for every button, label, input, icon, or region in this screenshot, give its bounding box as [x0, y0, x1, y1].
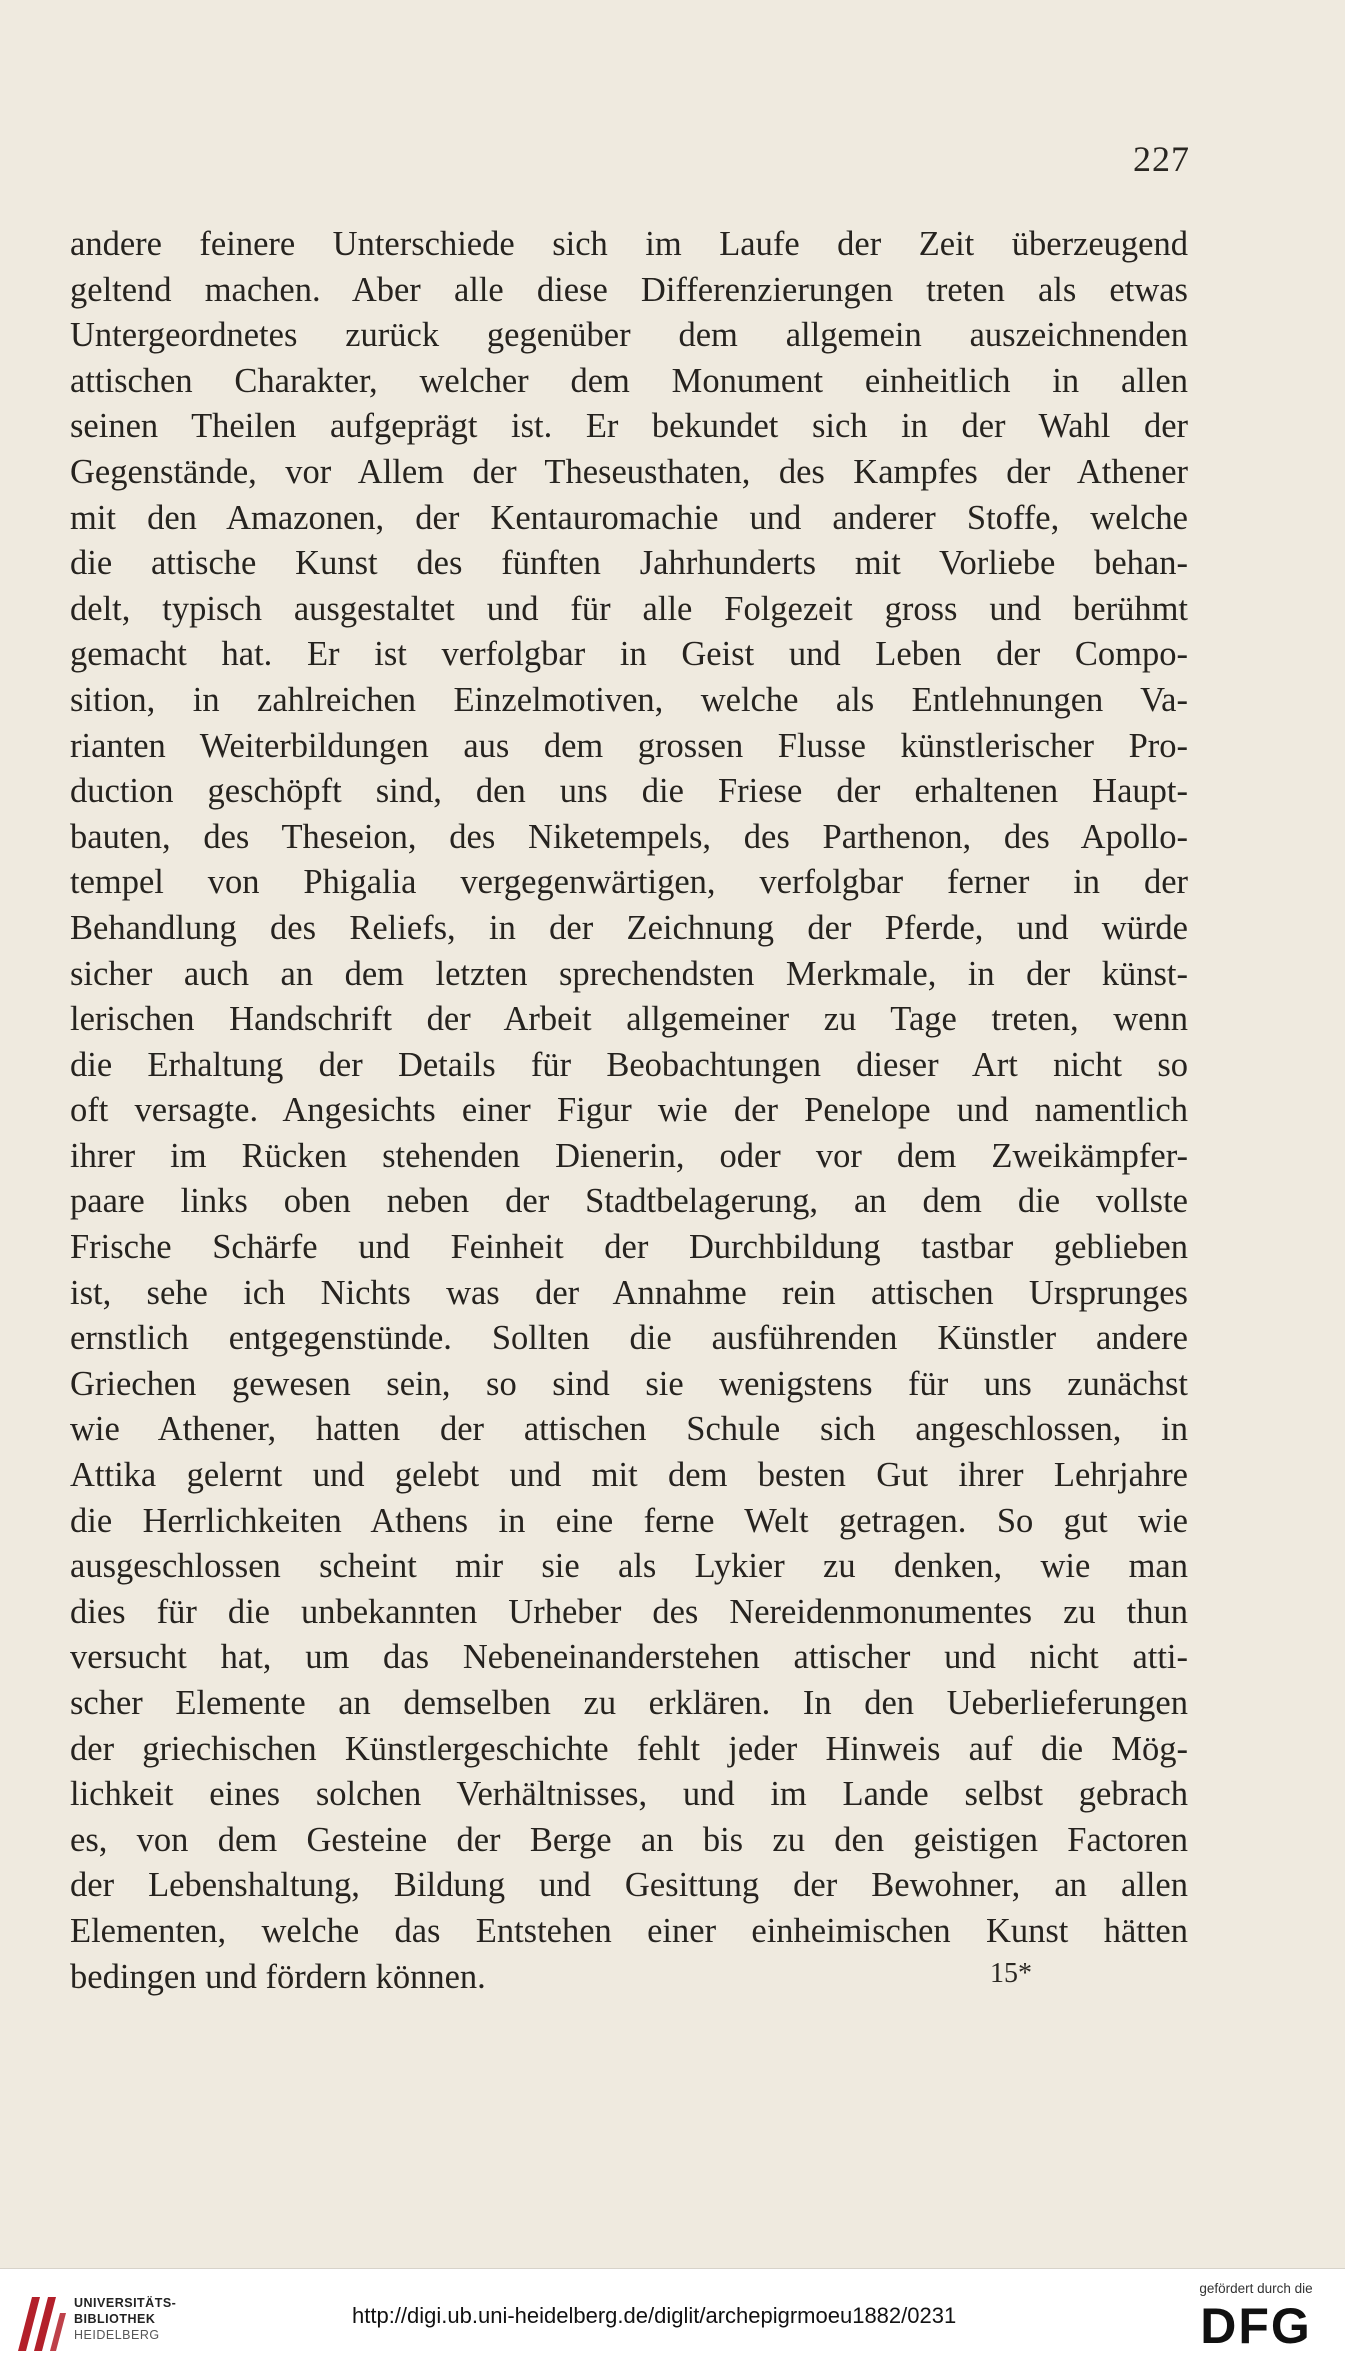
text-line: der griechischen Künstlergeschichte fehlt jeder Hinweis auf die Mög-	[70, 1729, 1188, 1768]
library-name	[74, 2295, 176, 2343]
sheet-signature: 15*	[990, 1958, 1032, 1989]
text-line: Untergeordnetes zurück gegenüber dem allgemein auszeichnenden	[70, 316, 1188, 355]
text-line: bedingen und fördern können.	[70, 1957, 486, 1996]
funder-label: gefördert durch die	[1199, 2281, 1313, 2296]
text-line: bauten, des Theseion, des Niketempels, des Parthenon, des Apollo-	[70, 817, 1188, 856]
text-line: tempel von Phigalia vergegenwärtigen, verfolgbar ferner in der	[70, 863, 1188, 902]
text-line: lerischen Handschrift der Arbeit allgemeiner zu Tage treten, wenn	[70, 1000, 1188, 1039]
text-line: ausgeschlossen scheint mir sie als Lykier zu denken, wie man	[70, 1547, 1188, 1586]
text-line: lichkeit eines solchen Verhältnisses, und im Lande selbst gebrach	[70, 1775, 1188, 1814]
text-line: Frische Schärfe und Feinheit der Durchbildung tastbar geblieben	[70, 1228, 1188, 1267]
text-line: sicher auch an dem letzten sprechendsten Merkmale, in der künst-	[70, 954, 1188, 993]
text-line: sition, in zahlreichen Einzelmotiven, welche als Entlehnungen Va-	[70, 680, 1188, 719]
text-line: der Lebenshaltung, Bildung und Gesittung der Bewohner, an allen	[70, 1866, 1188, 1905]
text-line: paare links oben neben der Stadtbelagerung, an dem die vollste	[70, 1182, 1188, 1221]
text-line: Elementen, welche das Entstehen einer einheimischen Kunst hätten	[70, 1911, 1188, 1950]
text-line: delt, typisch ausgestaltet und für alle Folgezeit gross und berühmt	[70, 589, 1188, 628]
funder-logo: DFG	[1200, 2298, 1312, 2354]
text-line: Attika gelernt und gelebt und mit dem besten Gut ihrer Lehrjahre	[70, 1456, 1188, 1495]
text-line: Gegenstände, vor Allem der Theseusthaten, des Kampfes der Athener	[70, 452, 1188, 491]
library-name-line2: BIBLIOTHEK	[74, 2312, 156, 2326]
page-number: 227	[1133, 139, 1190, 179]
text-line: duction geschöpft sind, den uns die Friese der erhaltenen Haupt-	[70, 772, 1188, 811]
library-logo[interactable]	[12, 2287, 187, 2357]
viewer-footer	[0, 2268, 1345, 2372]
text-line: geltend machen. Aber alle diese Differenzierungen treten als etwas	[70, 270, 1188, 309]
library-name-line1: UNIVERSITÄTS-	[74, 2296, 177, 2310]
text-line: gemacht hat. Er ist verfolgbar in Geist und Leben der Compo-	[70, 635, 1188, 674]
text-line: versucht hat, um das Nebeneinanderstehen attischer und nicht atti-	[70, 1638, 1188, 1677]
text-line: Griechen gewesen sein, so sind sie wenigstens für uns zunächst	[70, 1364, 1188, 1403]
text-line: scher Elemente an demselben zu erklären. In den Ueberlieferungen	[70, 1684, 1188, 1722]
text-line: rianten Weiterbildungen aus dem grossen Flusse künstlerischer Pro-	[70, 726, 1188, 765]
text-line: ihrer im Rücken stehenden Dienerin, oder vor dem Zweikämpfer-	[70, 1136, 1188, 1175]
text-line: mit den Amazonen, der Kentauromachie und anderer Stoffe, welche	[70, 498, 1188, 537]
text-line: wie Athener, hatten der attischen Schule sich angeschlossen, in	[70, 1410, 1188, 1449]
text-line: die attische Kunst des fünften Jahrhunderts mit Vorliebe behan-	[70, 544, 1188, 583]
text-line: die Erhaltung der Details für Beobachtungen dieser Art nicht so	[70, 1045, 1188, 1084]
library-name-line3: HEIDELBERG	[74, 2328, 160, 2342]
text-line: andere feinere Unterschiede sich im Laufe der Zeit überzeugend	[70, 225, 1188, 263]
text-line: dies für die unbekannten Urheber des Nereidenmonumentes zu thun	[70, 1592, 1188, 1631]
text-line: Behandlung des Reliefs, in der Zeichnung der Pferde, und würde	[70, 908, 1188, 947]
text-line: ernstlich entgegenstünde. Sollten die ausführenden Künstler andere	[70, 1319, 1188, 1358]
text-line: die Herrlichkeiten Athens in eine ferne Welt getragen. So gut wie	[70, 1501, 1188, 1540]
body-text	[70, 222, 1188, 2000]
text-line: oft versagte. Angesichts einer Figur wie der Penelope und namentlich	[70, 1091, 1188, 1130]
text-line: ist, sehe ich Nichts was der Annahme rein attischen Ursprunges	[70, 1273, 1188, 1312]
permalink-url[interactable]: http://digi.ub.uni-heidelberg.de/diglit/archepigrmoeu1882/0231	[352, 2303, 957, 2328]
text-line: seinen Theilen aufgeprägt ist. Er bekundet sich in der Wahl der	[70, 407, 1188, 446]
text-line: attischen Charakter, welcher dem Monument einheitlich in allen	[70, 361, 1188, 400]
library-logo-icon	[12, 2287, 68, 2357]
funder-credit[interactable]	[1181, 2281, 1331, 2352]
text-line: es, von dem Gesteine der Berge an bis zu den geistigen Factoren	[70, 1820, 1188, 1859]
